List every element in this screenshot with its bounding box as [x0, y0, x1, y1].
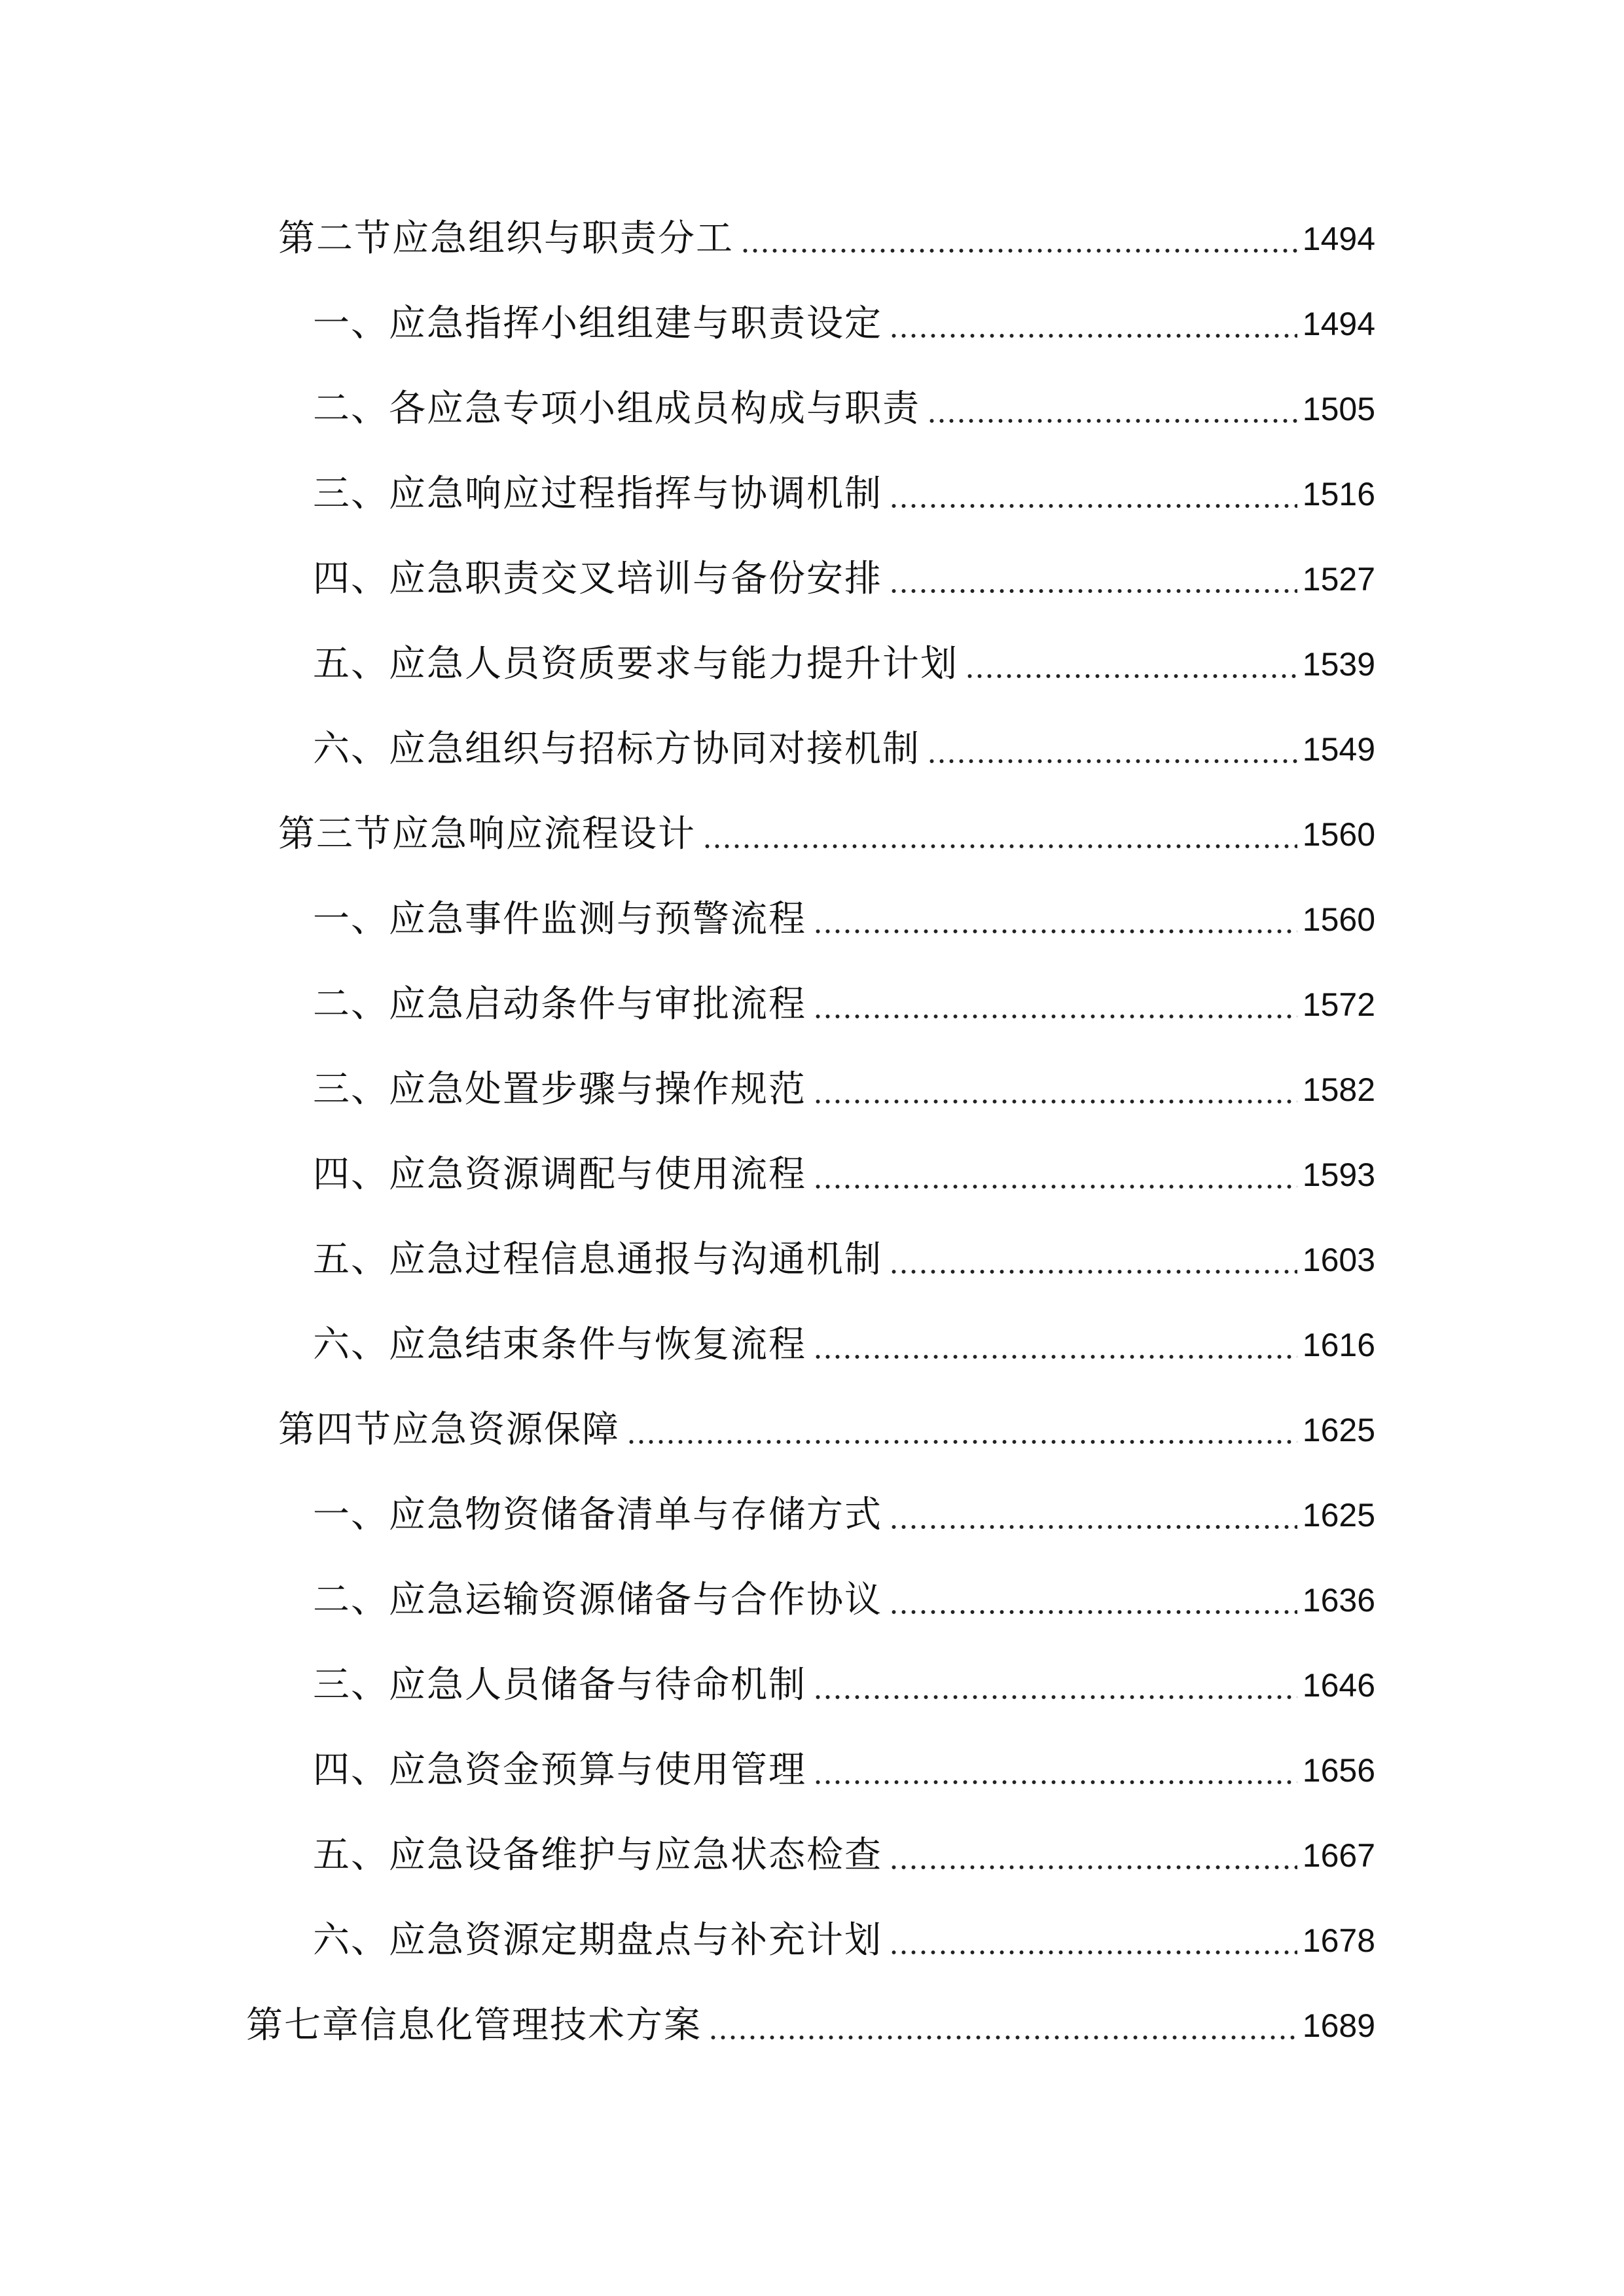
- toc-entry-line[interactable]: [313, 471, 1375, 517]
- toc-entry-page-number: 1625: [1302, 1497, 1375, 1534]
- toc-entry-page-number: 1656: [1302, 1752, 1375, 1789]
- toc-entry-item[interactable]: [0, 1898, 1624, 1983]
- toc-entry-item[interactable]: [0, 367, 1624, 452]
- toc-entry-page-number: 1539: [1302, 646, 1375, 683]
- toc-entry-title[interactable]: 四、应急职责交叉培训与备份安排: [313, 558, 882, 600]
- dot-leader: [889, 334, 1297, 338]
- toc-entry-line[interactable]: [313, 641, 1375, 687]
- toc-entry-title[interactable]: 第三节应急响应流程设计: [278, 813, 696, 855]
- toc-entry-line[interactable]: [246, 2003, 1375, 2049]
- toc-entry-line[interactable]: [313, 1067, 1375, 1113]
- dot-leader: [889, 1610, 1297, 1614]
- dot-leader: [965, 674, 1297, 678]
- toc-entry-title[interactable]: 三、应急处置步骤与操作规范: [313, 1068, 806, 1111]
- toc-entry-line[interactable]: [313, 1237, 1375, 1283]
- toc-entry-title[interactable]: 二、应急运输资源储备与合作协议: [313, 1579, 882, 1621]
- toc-entry-item[interactable]: [0, 1217, 1624, 1302]
- toc-entry-page-number: 1667: [1302, 1837, 1375, 1874]
- toc-entry-line[interactable]: [313, 897, 1375, 942]
- toc-entry-section[interactable]: [0, 1388, 1624, 1473]
- toc-entry-title[interactable]: 第四节应急资源保障: [278, 1408, 620, 1451]
- toc-entry-item[interactable]: [0, 1728, 1624, 1813]
- dot-leader: [813, 929, 1297, 933]
- toc-entry-page-number: 1678: [1302, 1922, 1375, 1959]
- toc-entry-line[interactable]: [313, 386, 1375, 432]
- toc-entry-page-number: 1636: [1302, 1582, 1375, 1619]
- toc-entry-line[interactable]: [278, 216, 1375, 262]
- toc-entry-line[interactable]: [313, 1322, 1375, 1368]
- toc-entry-page-number: 1516: [1302, 476, 1375, 512]
- dot-leader: [889, 1950, 1297, 1954]
- toc-entry-title[interactable]: 六、应急结束条件与恢复流程: [313, 1323, 806, 1366]
- toc-entry-section[interactable]: [0, 792, 1624, 877]
- toc-entry-page-number: 1646: [1302, 1667, 1375, 1704]
- toc-entry-title[interactable]: 五、应急人员资质要求与能力提升计划: [313, 643, 958, 685]
- toc-entry-line[interactable]: [313, 982, 1375, 1028]
- dot-leader: [813, 1014, 1297, 1018]
- dot-leader: [889, 589, 1297, 593]
- toc-entry-line[interactable]: [313, 1577, 1375, 1623]
- dot-leader: [889, 1270, 1297, 1274]
- toc-entry-title[interactable]: 一、应急事件监测与预警流程: [313, 898, 806, 941]
- toc-entry-line[interactable]: [313, 556, 1375, 602]
- toc-entry-title[interactable]: 四、应急资金预算与使用管理: [313, 1749, 806, 1791]
- toc-entry-page-number: 1593: [1302, 1157, 1375, 1193]
- toc-entry-title[interactable]: 六、应急组织与招标方协同对接机制: [313, 728, 920, 770]
- toc-entry-item[interactable]: [0, 707, 1624, 792]
- dot-leader: [927, 759, 1297, 763]
- toc-entry-item[interactable]: [0, 281, 1624, 367]
- toc-entry-title[interactable]: 二、应急启动条件与审批流程: [313, 983, 806, 1026]
- toc-entry-title[interactable]: 六、应急资源定期盘点与补充计划: [313, 1919, 882, 1962]
- dot-leader: [889, 1865, 1297, 1869]
- toc-entry-line[interactable]: [313, 301, 1375, 347]
- toc-entry-page-number: 1505: [1302, 391, 1375, 427]
- toc-entry-section[interactable]: [0, 196, 1624, 281]
- toc-entry-line[interactable]: [313, 1662, 1375, 1708]
- toc-entry-line[interactable]: [278, 1407, 1375, 1453]
- toc-entry-page-number: 1494: [1302, 306, 1375, 342]
- dot-leader: [813, 1355, 1297, 1359]
- toc-entry-title[interactable]: 四、应急资源调配与使用流程: [313, 1153, 806, 1196]
- toc-entry-item[interactable]: [0, 537, 1624, 622]
- dot-leader: [740, 249, 1297, 253]
- dot-leader: [813, 1695, 1297, 1699]
- toc-entry-title[interactable]: 一、应急物资储备清单与存储方式: [313, 1494, 882, 1536]
- toc-entry-title[interactable]: 五、应急设备维护与应急状态检查: [313, 1834, 882, 1876]
- toc-entry-line[interactable]: [313, 1918, 1375, 1964]
- dot-leader: [889, 504, 1297, 508]
- table-of-contents: [0, 196, 1624, 2068]
- toc-entry-page-number: 1549: [1302, 731, 1375, 768]
- toc-entry-page-number: 1625: [1302, 1412, 1375, 1448]
- toc-entry-title[interactable]: 第二节应急组织与职责分工: [278, 217, 734, 260]
- toc-entry-page-number: 1560: [1302, 901, 1375, 938]
- toc-entry-chapter[interactable]: [0, 1983, 1624, 2068]
- toc-entry-line[interactable]: [313, 1492, 1375, 1538]
- dot-leader: [626, 1440, 1297, 1444]
- toc-entry-line[interactable]: [313, 1152, 1375, 1198]
- toc-entry-page-number: 1603: [1302, 1242, 1375, 1278]
- toc-entry-item[interactable]: [0, 1473, 1624, 1558]
- toc-entry-title[interactable]: 第七章信息化管理技术方案: [246, 2004, 702, 2047]
- dot-leader: [813, 1780, 1297, 1784]
- toc-entry-item[interactable]: [0, 877, 1624, 962]
- toc-entry-title[interactable]: 三、应急响应过程指挥与协调机制: [313, 473, 882, 515]
- toc-entry-title[interactable]: 五、应急过程信息通报与沟通机制: [313, 1238, 882, 1281]
- toc-entry-item[interactable]: [0, 452, 1624, 537]
- toc-entry-page-number: 1494: [1302, 221, 1375, 257]
- toc-entry-page-number: 1582: [1302, 1071, 1375, 1108]
- dot-leader: [927, 419, 1297, 423]
- toc-entry-page-number: 1527: [1302, 561, 1375, 598]
- toc-entry-item[interactable]: [0, 1302, 1624, 1388]
- toc-entry-page-number: 1616: [1302, 1327, 1375, 1363]
- toc-entry-page-number: 1560: [1302, 816, 1375, 853]
- dot-leader: [708, 2036, 1297, 2039]
- toc-entry-line[interactable]: [313, 726, 1375, 772]
- toc-entry-item[interactable]: [0, 622, 1624, 707]
- toc-entry-title[interactable]: 二、各应急专项小组成员构成与职责: [313, 387, 920, 430]
- dot-leader: [813, 1185, 1297, 1189]
- toc-entry-item[interactable]: [0, 1813, 1624, 1898]
- toc-entry-line[interactable]: [278, 812, 1375, 857]
- toc-entry-line[interactable]: [313, 1833, 1375, 1878]
- toc-entry-item[interactable]: [0, 1558, 1624, 1643]
- toc-entry-item[interactable]: [0, 1132, 1624, 1217]
- toc-entry-title[interactable]: 三、应急人员储备与待命机制: [313, 1664, 806, 1706]
- toc-entry-line[interactable]: [313, 1748, 1375, 1793]
- dot-leader: [889, 1525, 1297, 1529]
- toc-entry-page-number: 1689: [1302, 2007, 1375, 2044]
- toc-entry-item[interactable]: [0, 1643, 1624, 1728]
- dot-leader: [702, 844, 1297, 848]
- dot-leader: [813, 1100, 1297, 1103]
- toc-entry-item[interactable]: [0, 1047, 1624, 1132]
- toc-entry-item[interactable]: [0, 962, 1624, 1047]
- toc-entry-title[interactable]: 一、应急指挥小组组建与职责设定: [313, 302, 882, 345]
- toc-entry-page-number: 1572: [1302, 986, 1375, 1023]
